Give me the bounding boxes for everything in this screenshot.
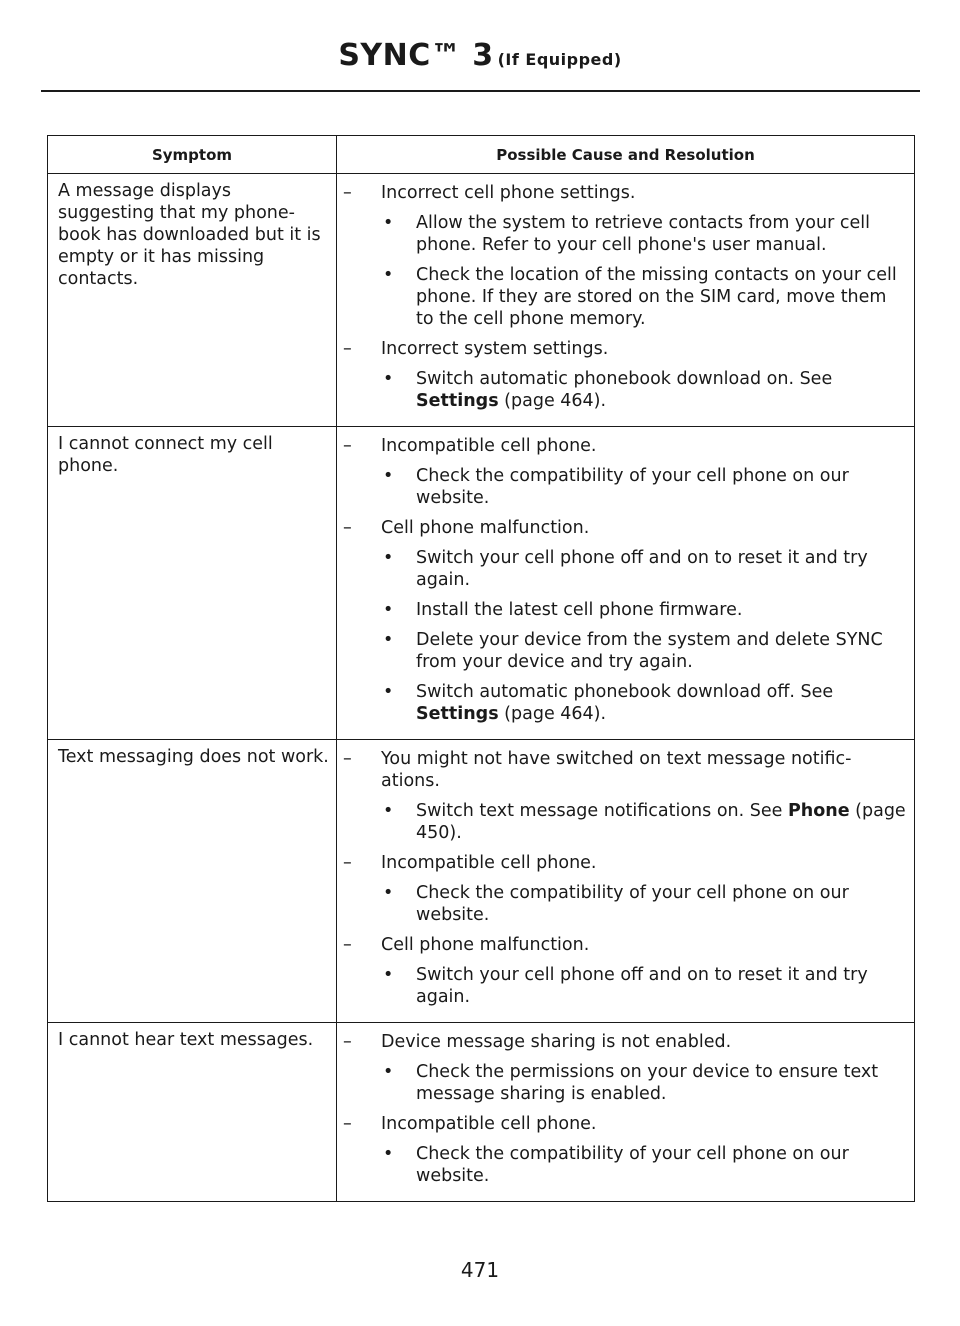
resolution-item — [343, 212, 909, 256]
dash-icon: – — [343, 935, 352, 955]
bullet-icon: • — [383, 369, 394, 389]
column-header-resolution: Possible Cause and Resolution — [337, 136, 915, 174]
cause-item — [343, 1113, 909, 1135]
symptom-cell: Text messaging does not work. — [48, 740, 337, 1023]
dash-icon: – — [343, 339, 352, 359]
page-number: 471 — [460, 1258, 500, 1282]
resolution-text: Check the location of the missing contacts on your cell phone. If they are stored on the SIM card, move them to the cell phone memory. — [416, 265, 897, 329]
cause-item — [343, 182, 909, 204]
resolution-text: Switch your cell phone off and on to reset it and try again. — [416, 965, 868, 1007]
resolution-item — [343, 964, 909, 1008]
resolution-item — [343, 264, 909, 330]
cause-text: Cell phone malfunction. — [381, 935, 590, 955]
table-row — [48, 427, 915, 740]
symptom-cell: I cannot connect my cell phone. — [48, 427, 337, 740]
resolution-cell — [337, 740, 915, 1023]
resolution-item — [343, 599, 909, 621]
cross-reference-link[interactable]: Settings — [416, 704, 499, 724]
bullet-icon: • — [383, 630, 394, 650]
resolution-cell — [337, 174, 915, 427]
dash-icon: – — [343, 436, 352, 456]
resolution-text: Switch automatic phonebook download off. See — [416, 682, 834, 702]
cause-text: Incompatible cell phone. — [381, 1114, 597, 1134]
resolution-item — [343, 465, 909, 509]
cause-item — [343, 435, 909, 457]
page-reference: (page 450). — [416, 801, 906, 843]
bullet-icon: • — [383, 801, 394, 821]
bullet-icon: • — [383, 600, 394, 620]
column-header-symptom: Symptom — [48, 136, 337, 174]
table-row — [48, 1023, 915, 1202]
resolution-text: Switch text message notifications on. See — [416, 801, 788, 821]
resolution-cell — [337, 1023, 915, 1202]
resolution-item — [343, 547, 909, 591]
resolution-text: Switch automatic phonebook download on. See — [416, 369, 833, 389]
bullet-icon: • — [383, 1062, 394, 1082]
symptom-cell: I cannot hear text messages. — [48, 1023, 337, 1202]
resolution-item — [343, 800, 909, 844]
table-header-row — [48, 136, 915, 174]
bullet-icon: • — [383, 883, 394, 903]
cause-text: Incompatible cell phone. — [381, 436, 597, 456]
resolution-text: Delete your device from the system and delete SYNC from your device and try again. — [416, 630, 883, 672]
resolution-item — [343, 1143, 909, 1187]
dash-icon: – — [343, 183, 352, 203]
resolution-item — [343, 629, 909, 673]
resolution-text: Install the latest cell phone firmware. — [416, 600, 743, 620]
cause-item — [343, 852, 909, 874]
dash-icon: – — [343, 1032, 352, 1052]
cause-item — [343, 748, 909, 792]
bullet-icon: • — [383, 466, 394, 486]
dash-icon: – — [343, 518, 352, 538]
page-header — [0, 38, 960, 73]
cause-item — [343, 1031, 909, 1053]
table-row — [48, 740, 915, 1023]
cause-item — [343, 934, 909, 956]
bullet-icon: • — [383, 213, 394, 233]
resolution-item — [343, 1061, 909, 1105]
cause-item — [343, 517, 909, 539]
cause-text: Incompatible cell phone. — [381, 853, 597, 873]
bullet-icon: • — [383, 682, 394, 702]
bullet-icon: • — [383, 265, 394, 285]
cause-text: Device message sharing is not enabled. — [381, 1032, 732, 1052]
resolution-text: Switch your cell phone off and on to reset it and try again. — [416, 548, 868, 590]
page-reference: (page 464). — [498, 704, 607, 724]
cross-reference-link[interactable]: Settings — [416, 391, 499, 411]
cause-text: Incorrect system settings. — [381, 339, 609, 359]
cause-text: You might not have switched on text message notific-ations. — [381, 749, 852, 791]
dash-icon: – — [343, 1114, 352, 1134]
cause-text: Cell phone malfunction. — [381, 518, 590, 538]
table-row — [48, 174, 915, 427]
resolution-cell — [337, 427, 915, 740]
resolution-text: Check the compatibility of your cell phone on our website. — [416, 883, 849, 925]
bullet-icon: • — [383, 548, 394, 568]
section-title: SYNC™ 3 — [338, 38, 494, 73]
bullet-icon: • — [383, 1144, 394, 1164]
section-subtitle: (If Equipped) — [497, 50, 622, 69]
bullet-icon: • — [383, 965, 394, 985]
dash-icon: – — [343, 749, 352, 769]
resolution-item — [343, 882, 909, 926]
page-reference: (page 464). — [498, 391, 607, 411]
resolution-text: Check the permissions on your device to ensure text message sharing is enabled. — [416, 1062, 879, 1104]
cause-item — [343, 338, 909, 360]
resolution-text: Check the compatibility of your cell phone on our website. — [416, 466, 849, 508]
cause-text: Incorrect cell phone settings. — [381, 183, 636, 203]
resolution-item — [343, 681, 909, 725]
resolution-text: Check the compatibility of your cell phone on our website. — [416, 1144, 849, 1186]
symptom-cell: A message displays suggesting that my phone-book has downloaded but it is empty or it has missing contacts. — [48, 174, 337, 427]
troubleshooting-table — [47, 135, 915, 1202]
header-divider — [41, 90, 920, 92]
cross-reference-link[interactable]: Phone — [787, 801, 850, 821]
dash-icon: – — [343, 853, 352, 873]
resolution-item — [343, 368, 909, 412]
resolution-text: Allow the system to retrieve contacts from your cell phone. Refer to your cell phone's user manual. — [416, 213, 870, 255]
